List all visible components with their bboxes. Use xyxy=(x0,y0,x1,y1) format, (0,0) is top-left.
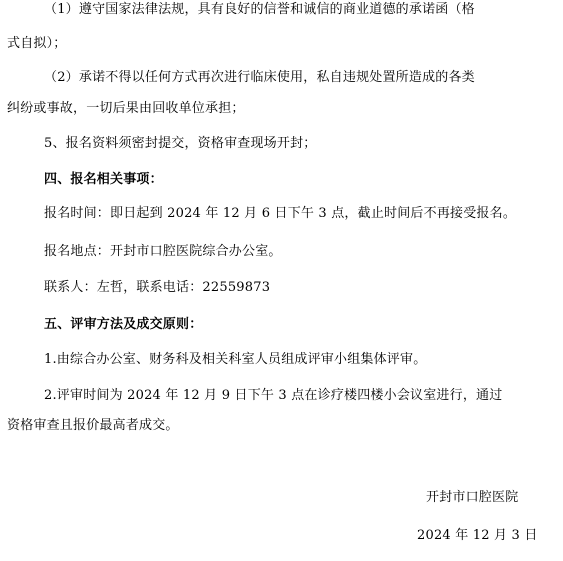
registration-place: 报名地点：开封市口腔医院综合办公室。 xyxy=(44,244,282,259)
signature-date: 2024 年 12 月 3 日 xyxy=(417,528,538,543)
commitment-1-line1: （1）遵守国家法律法规，具有良好的信誉和诚信的商业道德的承诺函（格 xyxy=(44,2,475,17)
commitment-2-line2: 纠纷或事故，一切后果由回收单位承担； xyxy=(7,101,245,116)
section-4-heading: 四、报名相关事项： xyxy=(44,172,163,187)
review-item-2-line1: 2.评审时间为 2024 年 12 月 9 日下午 3 点在诊疗楼四楼小会议室进行，通过 xyxy=(44,388,503,403)
contact-info: 联系人：左哲，联系电话：22559873 xyxy=(44,280,271,295)
commitment-2-line1: （2）承诺不得以任何方式再次进行临床使用，私自违规处置所造成的各类 xyxy=(44,70,475,85)
signature-organization: 开封市口腔医院 xyxy=(426,490,519,505)
item-5: 5、报名资料须密封提交，资格审查现场开封； xyxy=(44,136,317,151)
review-item-1: 1.由综合办公室、财务科及相关科室人员组成评审小组集体评审。 xyxy=(44,352,427,367)
registration-time: 报名时间：即日起到 2024 年 12 月 6 日下午 3 点，截止时间后不再接受报名。 xyxy=(44,206,517,221)
review-item-2-line2: 资格审查且报价最高者成交。 xyxy=(7,418,179,433)
commitment-1-line2: 式自拟）； xyxy=(7,36,67,51)
section-5-heading: 五、评审方法及成交原则： xyxy=(44,317,203,332)
